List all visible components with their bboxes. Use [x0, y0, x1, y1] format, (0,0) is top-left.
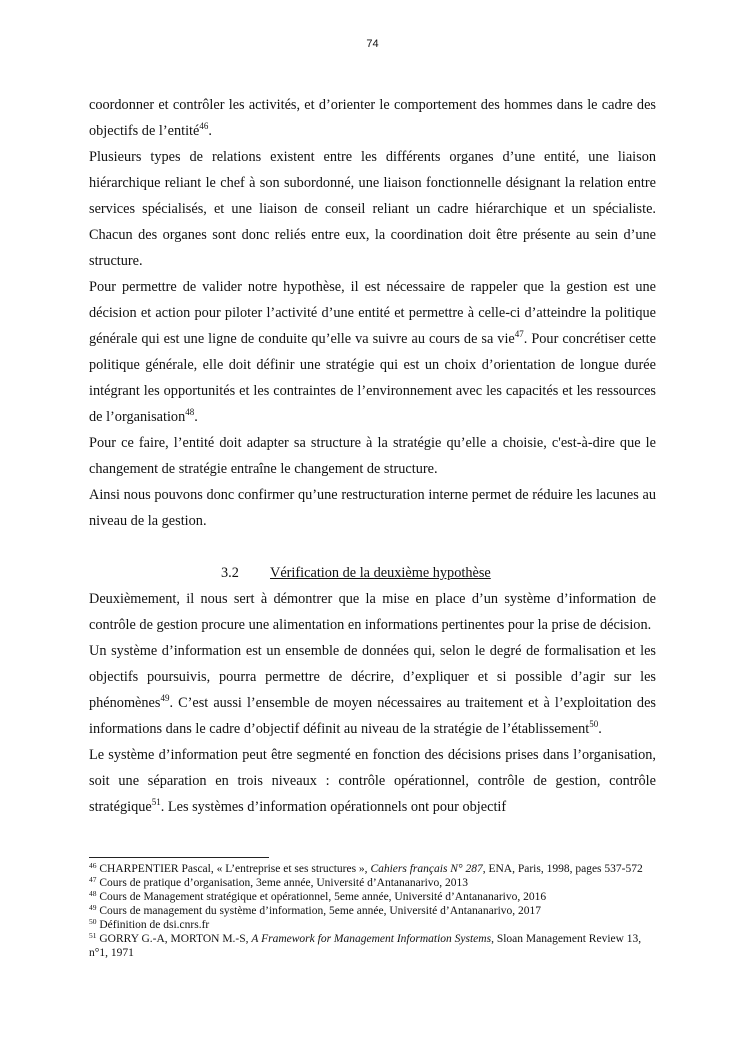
footnote-50: $^{50}$ Définition de dsi.cnrs.fr — [89, 917, 210, 931]
section-number: 3.2 — [221, 565, 239, 581]
footnote-ref-49[interactable]: 49 — [160, 693, 170, 703]
paragraph-1: coordonner et contrôler les activités, et d’orienter le comportement des hommes dans le cadre des objectifs de l’entité$^{46}$. — [89, 97, 656, 139]
footnote-ref-51[interactable]: 51 — [151, 797, 161, 807]
footnotes — [89, 862, 656, 960]
footnote-ref-46[interactable]: 46 — [199, 121, 209, 131]
footnote-ref-50[interactable]: 50 — [589, 719, 599, 729]
section-title: Vérification de la deuxième hypothèse — [270, 565, 491, 581]
footnote-separator — [89, 857, 269, 858]
paragraph-2: Plusieurs types de relations existent entre les différents organes d’une entité, une liaison hiérarchique reliant le chef à son subordonné, une liaison fonctionnelle désignant la relation entre services spécialisés, et une liaison de conseil reliant un cadre hiérarchique et un spécialiste. Chacun des organes sont donc reliés entre eux, la coordination doit être présente au sein d’une structure. — [89, 149, 656, 269]
footnote-51: $^{51}$ GORRY G.-A, MORTON M.-S, A Framework for Management Information Systems, Sloan Management Review 13, n°1, 1971 — [89, 931, 642, 959]
footnote-47: $^{47}$ Cours de pratique d’organisation, 3eme année, Université d’Antananarivo, 2013 — [89, 875, 469, 889]
paragraph-7: Un système d’information est un ensemble de données qui, selon le degré de formalisation et les objectifs poursuivis, pourra permettre de décrire, d’expliquer et si possible d’agir sur les phénomènes$^{49}$. C’est aussi l’ensemble de moyen nécessaires au traitement et à l’exploitation des informations dans le cadre d’objectif définit au niveau de la stratégie de l’établissement$^{50}$. — [89, 643, 656, 737]
paragraph-8: Le système d’information peut être segmenté en fonction des décisions prises dans l’organisation, soit une séparation en trois niveaux : contrôle opérationnel, contrôle de gestion, contrôle stratégique$^{51}$. Les systèmes d’information opérationnels ont pour objectif — [89, 747, 656, 815]
section-heading — [89, 560, 656, 586]
footnote-ref-48[interactable]: 48 — [185, 407, 195, 417]
body-text — [89, 92, 656, 820]
footnote-48: $^{48}$ Cours de Management stratégique et opérationnel, 5eme année, Université d’Antananarivo, 2016 — [89, 889, 547, 903]
paragraph-6: Deuxièmement, il nous sert à démontrer que la mise en place d’un système d’information de contrôle de gestion procure une alimentation en informations pertinentes pour la prise de décision. — [89, 591, 656, 633]
footnote-46: $^{46}$ CHARPENTIER Pascal, « L’entreprise et ses structures », Cahiers français N° 287, ENA, Paris, 1998, pages 537-572 — [89, 861, 643, 875]
footnote-49: $^{49}$ Cours de management du système d’information, 5eme année, Université d’Antananarivo, 2017 — [89, 903, 542, 917]
footnote-ref-47[interactable]: 47 — [514, 329, 524, 339]
paragraph-4: Pour ce faire, l’entité doit adapter sa structure à la stratégie qu’elle a choisie, c'est-à-dire que le changement de stratégie entraîne le changement de structure. — [89, 435, 656, 477]
page-number: 74 — [366, 38, 379, 50]
paragraph-5: Ainsi nous pouvons donc confirmer qu’une restructuration interne permet de réduire les lacunes au niveau de la gestion. — [89, 487, 656, 529]
paragraph-3: Pour permettre de valider notre hypothèse, il est nécessaire de rappeler que la gestion est une décision et action pour piloter l’activité d’une entité et permettre à celle-ci d’atteindre la politique générale qui est une ligne de conduite qu’elle va suivre au cours de sa vie$^{47}$. Pour concrétiser cette politique générale, elle doit définir une stratégie qui est un choix d’orientation de longue durée intégrant les opportunités et les contraintes de l’environnement avec les capacités et les ressources de l’organisation$^{48}$. — [89, 279, 656, 425]
